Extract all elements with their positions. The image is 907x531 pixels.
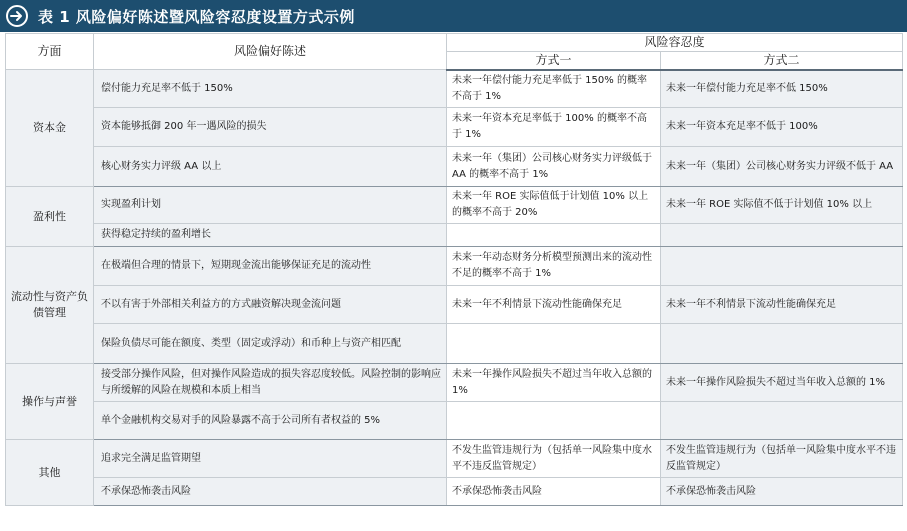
method1-cell: 未来一年偿付能力充足率低于 150% 的概率不高于 1%: [447, 70, 661, 108]
risk-appetite-table: [5, 33, 903, 506]
method1-cell: 未来一年操作风险损失不超过当年收入总额的 1%: [447, 364, 661, 402]
header-method2: 方式二: [661, 52, 903, 70]
method2-cell: 不承保恐怖袭击风险: [661, 478, 903, 506]
table-title: 表 1 风险偏好陈述暨风险容忍度设置方式示例: [38, 7, 355, 26]
table-row: [6, 402, 903, 440]
header-aspect: 方面: [6, 34, 94, 70]
statement-cell: 偿付能力充足率不低于 150%: [94, 70, 447, 108]
statement-cell: 接受部分操作风险，但对操作风险造成的损失容忍度较低。风险控制的影响应与所缓解的风险在规模和本质上相当: [94, 364, 447, 402]
table-row: [6, 187, 903, 224]
method2-cell: 未来一年 ROE 实际值不低于计划值 10% 以上: [661, 187, 903, 224]
table-row: [6, 108, 903, 147]
category-cell: 资本金: [6, 70, 94, 187]
statement-cell: 保险负债尽可能在额度、类型（固定或浮动）和币种上与资产相匹配: [94, 324, 447, 364]
method1-cell: 未来一年（集团）公司核心财务实力评级低于 AA 的概率不高于 1%: [447, 147, 661, 187]
table-row: [6, 286, 903, 324]
statement-cell: 获得稳定持续的盈利增长: [94, 224, 447, 247]
method1-cell: 未来一年资本充足率低于 100% 的概率不高于 1%: [447, 108, 661, 147]
method2-cell: 未来一年操作风险损失不超过当年收入总额的 1%: [661, 364, 903, 402]
table-row: [6, 364, 903, 402]
method1-cell: 不发生监管违规行为（包括单一风险集中度水平不违反监管规定）: [447, 440, 661, 478]
method2-cell: 未来一年（集团）公司核心财务实力评级不低于 AA: [661, 147, 903, 187]
method2-cell: 未来一年偿付能力充足率不低 150%: [661, 70, 903, 108]
method1-cell: 不承保恐怖袭击风险: [447, 478, 661, 506]
statement-cell: 在极端但合理的情景下，短期现金流出能够保证充足的流动性: [94, 247, 447, 286]
table-row: [6, 324, 903, 364]
header-statement: 风险偏好陈述: [94, 34, 447, 70]
table-row: [6, 478, 903, 506]
method1-cell: [447, 324, 661, 364]
statement-cell: 实现盈利计划: [94, 187, 447, 224]
method2-cell: 不发生监管违规行为（包括单一风险集中度水平不违反监管规定）: [661, 440, 903, 478]
title-bar: [0, 0, 907, 32]
statement-cell: 核心财务实力评级 AA 以上: [94, 147, 447, 187]
method2-cell: [661, 402, 903, 440]
method1-cell: [447, 402, 661, 440]
arrow-right-icon: [6, 5, 28, 27]
table-row: [6, 70, 903, 108]
category-cell: 盈利性: [6, 187, 94, 247]
method1-cell: 未来一年不利情景下流动性能确保充足: [447, 286, 661, 324]
category-cell: 其他: [6, 440, 94, 506]
method2-cell: [661, 324, 903, 364]
method1-cell: 未来一年动态财务分析模型预测出来的流动性不足的概率不高于 1%: [447, 247, 661, 286]
method1-cell: 未来一年 ROE 实际值低于计划值 10% 以上的概率不高于 20%: [447, 187, 661, 224]
method2-cell: [661, 247, 903, 286]
statement-cell: 不以有害于外部相关利益方的方式融资解决现金流问题: [94, 286, 447, 324]
method1-cell: [447, 224, 661, 247]
table-row: [6, 147, 903, 187]
method2-cell: 未来一年资本充足率不低于 100%: [661, 108, 903, 147]
table-row: [6, 440, 903, 478]
header-method1: 方式一: [447, 52, 661, 70]
method2-cell: [661, 224, 903, 247]
statement-cell: 资本能够抵御 200 年一遇风险的损失: [94, 108, 447, 147]
method2-cell: 未来一年不利情景下流动性能确保充足: [661, 286, 903, 324]
header-tolerance: 风险容忍度: [447, 34, 903, 52]
table-row: [6, 224, 903, 247]
statement-cell: 单个金融机构交易对手的风险暴露不高于公司所有者权益的 5%: [94, 402, 447, 440]
category-cell: 操作与声誉: [6, 364, 94, 440]
statement-cell: 追求完全满足监管期望: [94, 440, 447, 478]
category-cell: 流动性与资产负债管理: [6, 247, 94, 364]
table-row: [6, 247, 903, 286]
statement-cell: 不承保恐怖袭击风险: [94, 478, 447, 506]
